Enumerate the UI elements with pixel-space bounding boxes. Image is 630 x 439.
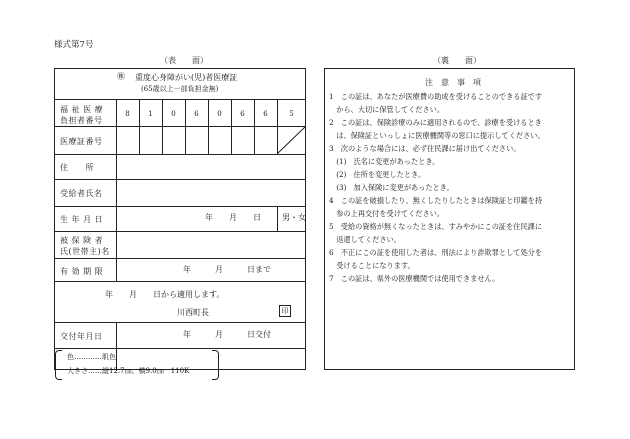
insured-label-1: 被 保 険 者: [60, 236, 104, 245]
valid-label: 有 効 期 限: [60, 267, 104, 276]
birth-label: 生 年 月 日: [60, 215, 104, 224]
front-header: （表 面）: [160, 56, 208, 65]
mayor-text: 川西町長: [177, 308, 209, 317]
back-card: [324, 68, 575, 370]
cert-number-label: 医療証番号: [60, 137, 103, 146]
front-card: [54, 68, 306, 370]
note-line: 受けることになります。: [329, 261, 415, 270]
recipient-label: 受給者氏名: [60, 189, 103, 198]
welfare-digit: 0: [217, 110, 222, 118]
card-subtitle: (65歳以上一部負担金無): [141, 85, 219, 93]
applied-text: 年 月 日から適用します。: [105, 290, 225, 299]
issue-date-value: 年 月 日交付: [183, 330, 271, 339]
spec-color: 色…………肌色: [67, 353, 116, 361]
title-mark-icon: ㊑: [117, 72, 125, 81]
address-label: 住 所: [60, 163, 94, 172]
note-line: 参の上再交付を受けてください。: [329, 209, 445, 218]
insured-label-2: 氏(世帯主)名: [60, 247, 110, 256]
card-title: 重度心身障がい(児)者医療証: [135, 73, 238, 82]
form-number: 様式第7号: [54, 40, 94, 50]
note-line: 2 この証は、保険診療のみに適用されるので、診療を受けるとき: [329, 118, 542, 127]
cert-number-diagonal: [277, 126, 306, 154]
note-line: 3 次のような場合には、必ず住民課に届け出てください。: [329, 144, 521, 153]
valid-date-value: 年 月 日まで: [183, 265, 271, 274]
back-header: （裏 面）: [433, 56, 481, 65]
note-line: から、大切に保管してください。: [329, 105, 445, 114]
welfare-digit: 6: [240, 110, 245, 118]
welfare-label-2: 負担者番号: [60, 116, 103, 125]
welfare-digit: 6: [194, 110, 199, 118]
birth-date-value: 年 月 日: [205, 213, 261, 222]
note-line: 5 受給の資格が無くなったときは、すみやかにこの証を住民課に: [329, 222, 543, 231]
gender-value: 男・女: [282, 213, 306, 222]
issue-label: 交付年月日: [60, 332, 103, 341]
note-line: は、保険証といっしょに医療機関等の窓口に提示してください。: [329, 131, 545, 140]
welfare-label-1: 福 祉 医 療: [60, 105, 104, 114]
note-line: 7 この証は、県外の医療機関では使用できません。: [329, 274, 500, 283]
note-line: (1) 氏名に変更があったとき。: [329, 157, 440, 166]
note-line: (2) 住所を変更したとき。: [329, 170, 426, 179]
welfare-digit: 8: [125, 110, 130, 118]
welfare-digit: 5: [289, 110, 294, 118]
spec-size: 大きさ……縦12.7㎝、横9.0㎝ 110K: [67, 367, 190, 375]
note-line: 4 この証を破損したり、無くしたりしたときは保険証と印鑑を持: [329, 196, 543, 205]
welfare-digit: 0: [171, 110, 176, 118]
notes-title: 注 意 事 項: [425, 78, 481, 87]
seal-box: 印: [279, 305, 291, 317]
note-line: 1 この証は、あなたが医療費の助成を受けることのできる証です: [329, 92, 543, 101]
note-line: (3) 加入保険に変更があったとき。: [329, 183, 454, 192]
welfare-digit: 6: [263, 110, 268, 118]
note-line: 返還してください。: [329, 235, 401, 244]
note-line: 6 不正にこの証を使用した者は、刑法により詐欺罪として処分を: [329, 248, 543, 257]
spec-bracket-right: [212, 350, 219, 380]
welfare-digit: 1: [148, 110, 153, 118]
spec-bracket-left: [55, 350, 62, 380]
